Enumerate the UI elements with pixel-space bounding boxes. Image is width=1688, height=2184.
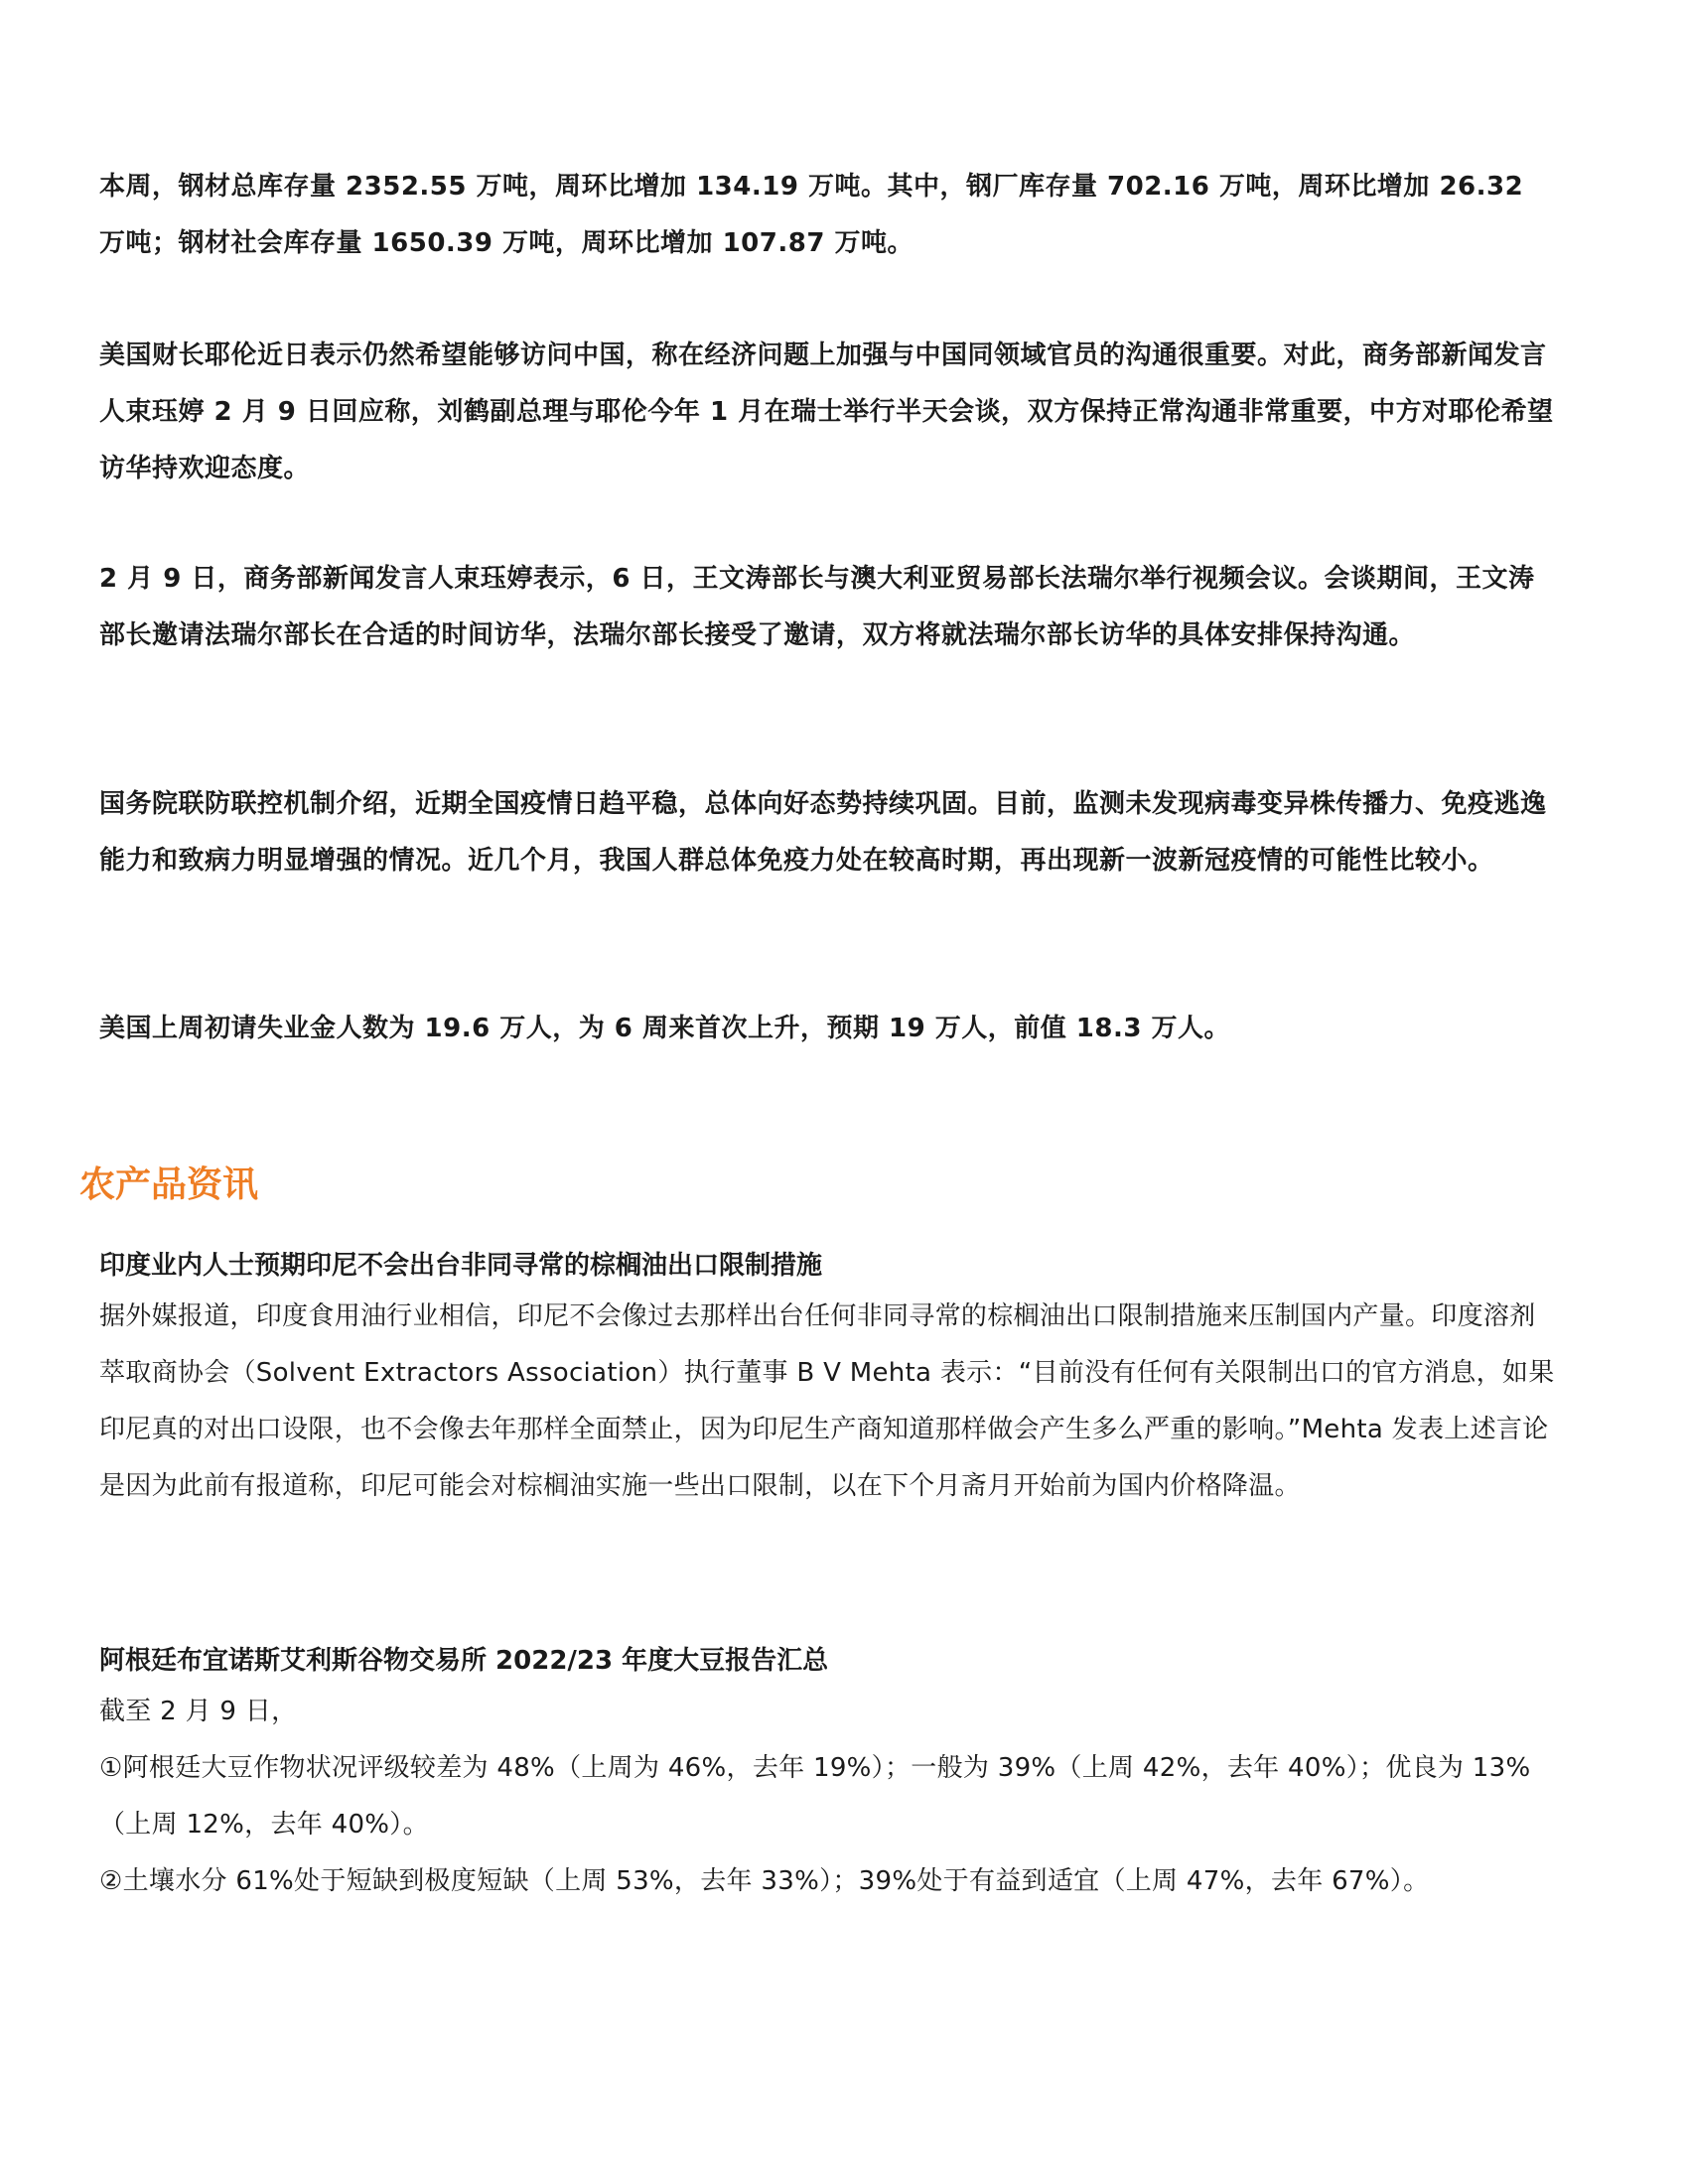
article-paragraph: 据外媒报道，印度食用油行业相信，印尼不会像过去那样出台任何非同寻常的棕榈油出口限制措施来压制国内产量。印度溶剂萃取商协会（Solvent Extractors Association）执行董事 B V Mehta 表示：“目前没有任何有关限制出口的官方消息，如果印尼真的对出口设限，也不会像去年那样全面禁止，因为印尼生产商知道那样做会产生多么严重的影响。”Mehta 发表上述言论是因为此前有报道称，印尼可能会对棕榈油实施一些出口限制，以在下个月斋月开始前为国内价格降温。 [99, 1301, 1555, 1501]
article-paragraph-crop-rating: ①阿根廷大豆作物状况评级较差为 48%（上周为 46%，去年 19%）；一般为 39%（上周 42%，去年 40%）；优良为 13%（上周 12%，去年 40%）。 [99, 1753, 1531, 1840]
news-paragraph-steel-inventory: 本周，钢材总库存量 2352.55 万吨，周环比增加 134.19 万吨。其中，钢厂库存量 702.16 万吨，周环比增加 26.32 万吨；钢材社会库存量 1650.39 万吨，周环比增加 107.87 万吨。 [99, 172, 1524, 258]
section-title-agri-news: 农产品资讯 [79, 1164, 259, 1205]
news-paragraph-yellen-visit: 美国财长耶伦近日表示仍然希望能够访问中国，称在经济问题上加强与中国同领域官员的沟通很重要。对此，商务部新闻发言人束珏婷 2 月 9 日回应称，刘鹤副总理与耶伦今年 1 月在瑞士举行半天会谈，双方保持正常沟通非常重要，中方对耶伦希望访华持欢迎态度。 [99, 341, 1554, 483]
news-paragraph-jobless-claims: 美国上周初请失业金人数为 19.6 万人，为 6 周来首次上升，预期 19 万人，前值 18.3 万人。 [99, 1014, 1230, 1043]
article-title-soybean-report: 阿根廷布宜诺斯艾利斯谷物交易所 2022/23 年度大豆报告汇总 [99, 1646, 829, 1676]
article-body-soybean-report [99, 1684, 1559, 1910]
article-paragraph-soil-moisture: ②土壤水分 61%处于短缺到极度短缺（上周 53%，去年 33%）；39%处于有益到适宜（上周 47%，去年 67%）。 [99, 1866, 1430, 1896]
article-body-palm-oil [99, 1289, 1559, 1515]
article-paragraph-date: 截至 2 月 9 日， [99, 1697, 298, 1726]
news-paragraph-epidemic: 国务院联防联控机制介绍，近期全国疫情日趋平稳，总体向好态势持续巩固。目前，监测未发现病毒变异株传播力、免疫逃逸能力和致病力明显增强的情况。近几个月，我国人群总体免疫力处在较高时期，再出现新一波新冠疫情的可能性比较小。 [99, 789, 1547, 876]
news-paragraph-australia-trade: 2 月 9 日，商务部新闻发言人束珏婷表示，6 日，王文涛部长与澳大利亚贸易部长法瑞尔举行视频会议。会谈期间，王文涛部长邀请法瑞尔部长在合适的时间访华，法瑞尔部长接受了邀请，双方将就法瑞尔部长访华的具体安排保持沟通。 [99, 564, 1535, 650]
article-title-palm-oil: 印度业内人士预期印尼不会出台非同寻常的棕榈油出口限制措施 [99, 1251, 823, 1281]
